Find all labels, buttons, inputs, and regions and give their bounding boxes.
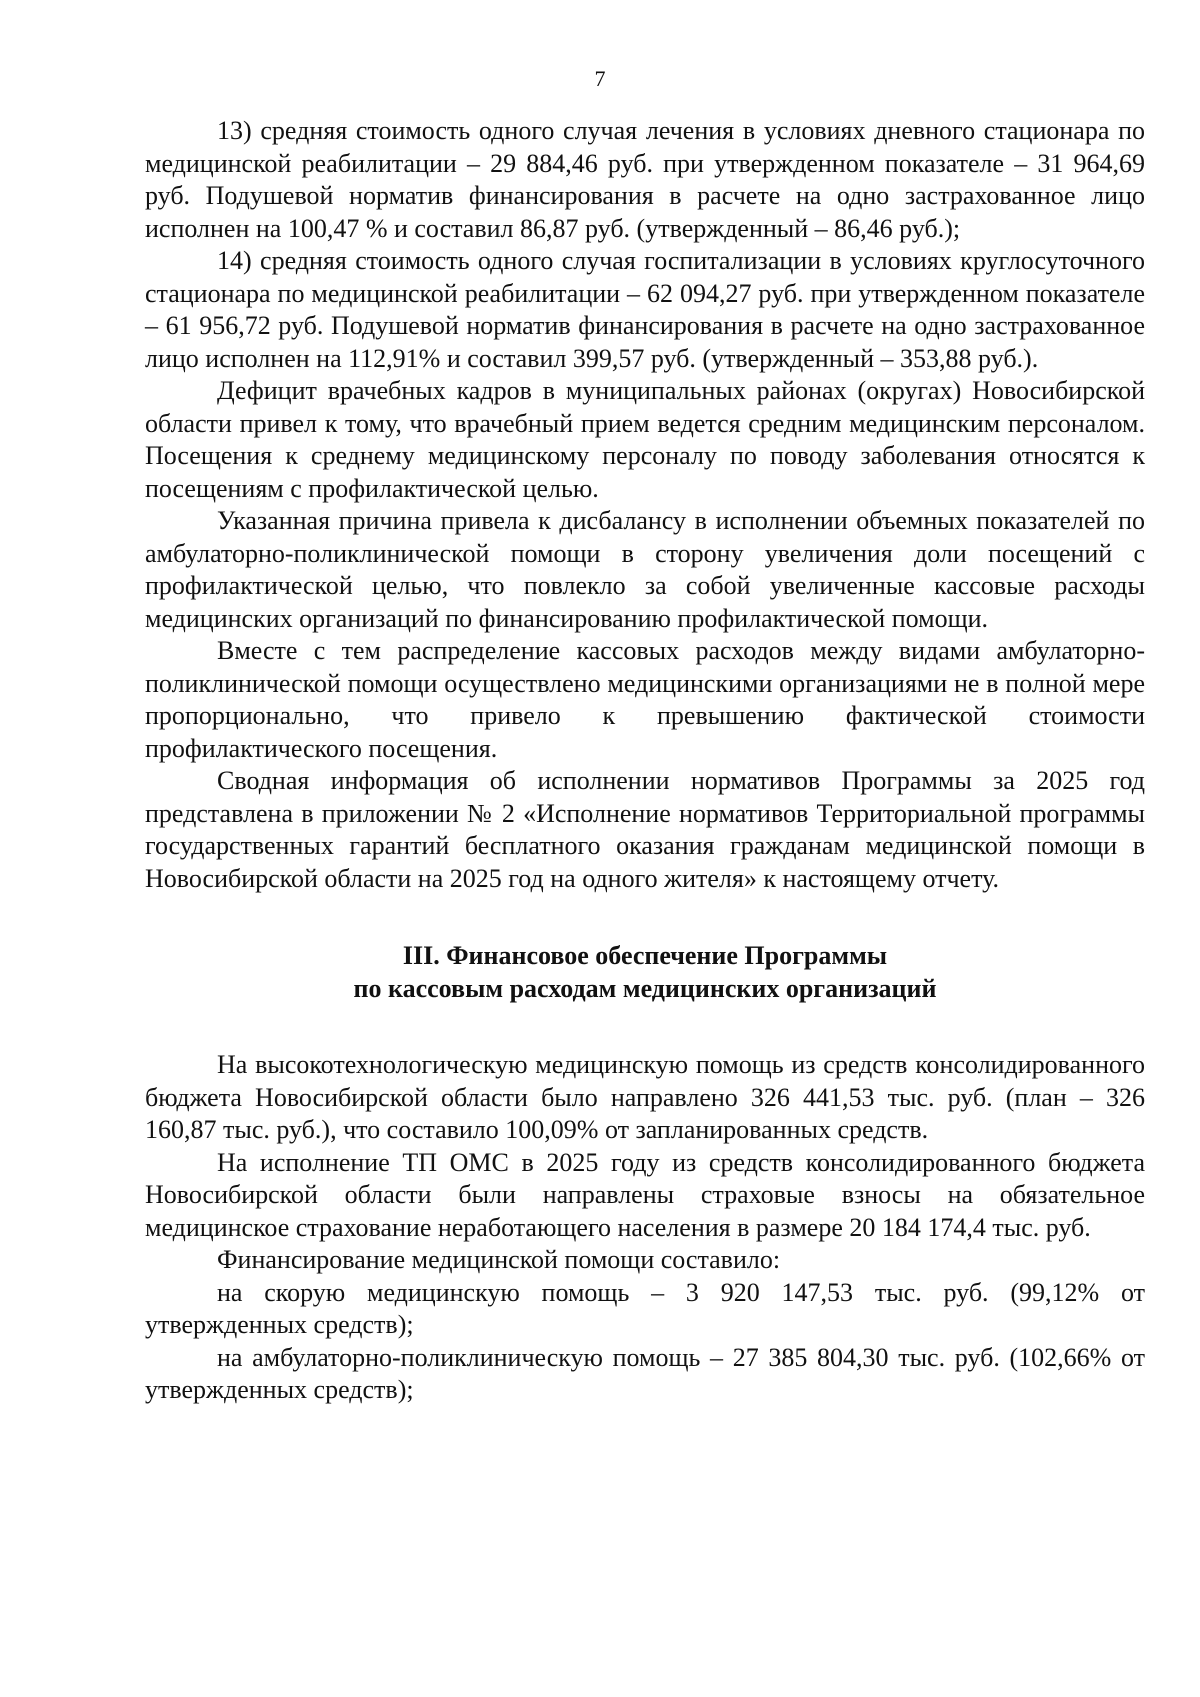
paragraph-staff-deficit: Дефицит врачебных кадров в муниципальных районах (округах) Новосибирской области привел к тому, что врачебный прием ведется средним медицинским персоналом. Посещения к среднему медицинскому персоналу по поводу заболевания относятся к посещениям с профилактической целью. <box>145 376 1145 503</box>
document-body <box>145 115 1145 1407</box>
paragraph-summary-appendix: Сводная информация об исполнении нормативов Программы за 2025 год представлена в приложении № 2 «Исполнение нормативов Территориальной программы государственных гарантий бесплатного оказания гражданам медицинской помощи в Новосибирской области на 2025 год на одного жителя» к настоящему отчету. <box>145 766 1145 893</box>
paragraph-high-tech-care: На высокотехнологическую медицинскую помощь из средств консолидированного бюджета Новосибирской области было направлено 326 441,53 тыс. руб. (план – 326 160,87 тыс. руб.), что составило 100,09% от запланированных средств. <box>145 1050 1145 1144</box>
section-title <box>145 939 1145 1005</box>
paragraph-imbalance: Указанная причина привела к дисбалансу в исполнении объемных показателей по амбулаторно-поликлинической помощи в сторону увеличения доли посещений с профилактической целью, что повлекло за собой увеличенные кассовые расходы медицинских организаций по финансированию профилактической помощи. <box>145 506 1145 633</box>
section-title-line-1: III. Финансовое обеспечение Программы <box>402 941 888 970</box>
paragraph-distribution: Вместе с тем распределение кассовых расходов между видами амбулаторно-поликлинической помощи осуществлено медицинскими организациями не в полной мере пропорционально, что привело к превышению фактической стоимости профилактического посещения. <box>145 636 1145 763</box>
paragraph-emergency-care: на скорую медицинскую помощь – 3 920 147,53 тыс. руб. (99,12% от утвержденных средств); <box>145 1277 1145 1339</box>
paragraph-oms-contributions: На исполнение ТП ОМС в 2025 году из средств консолидированного бюджета Новосибирской области были направлены страховые взносы на обязательное медицинское страхование неработающего населения в размере 20 184 174,4 тыс. руб. <box>145 1147 1145 1242</box>
section-title-line-2: по кассовым расходам медицинских организаций <box>353 974 937 1003</box>
paragraph-financing-intro: Финансирование медицинской помощи составило: <box>217 1245 781 1274</box>
page-number: 7 <box>594 66 606 91</box>
paragraph-outpatient-care: на амбулаторно-поликлиническую помощь – 27 385 804,30 тыс. руб. (102,66% от утвержденных средств); <box>145 1342 1145 1404</box>
paragraph-item-14: 14) средняя стоимость одного случая госпитализации в условиях круглосуточного стационара по медицинской реабилитации – 62 094,27 руб. при утвержденном показателе – 61 956,72 руб. Подушевой норматив финансирования в расчете на одно застрахованное лицо исполнен на 112,91% и составил 399,57 руб. (утвержденный – 353,88 руб.). <box>145 246 1145 373</box>
paragraph-item-13: 13) средняя стоимость одного случая лечения в условиях дневного стационара по медицинской реабилитации – 29 884,46 руб. при утвержденном показателе – 31 964,69 руб. Подушевой норматив финансирования в расчете на одно застрахованное лицо исполнен на 100,47 % и составил 86,87 руб. (утвержденный – 86,46 руб.); <box>145 116 1145 243</box>
